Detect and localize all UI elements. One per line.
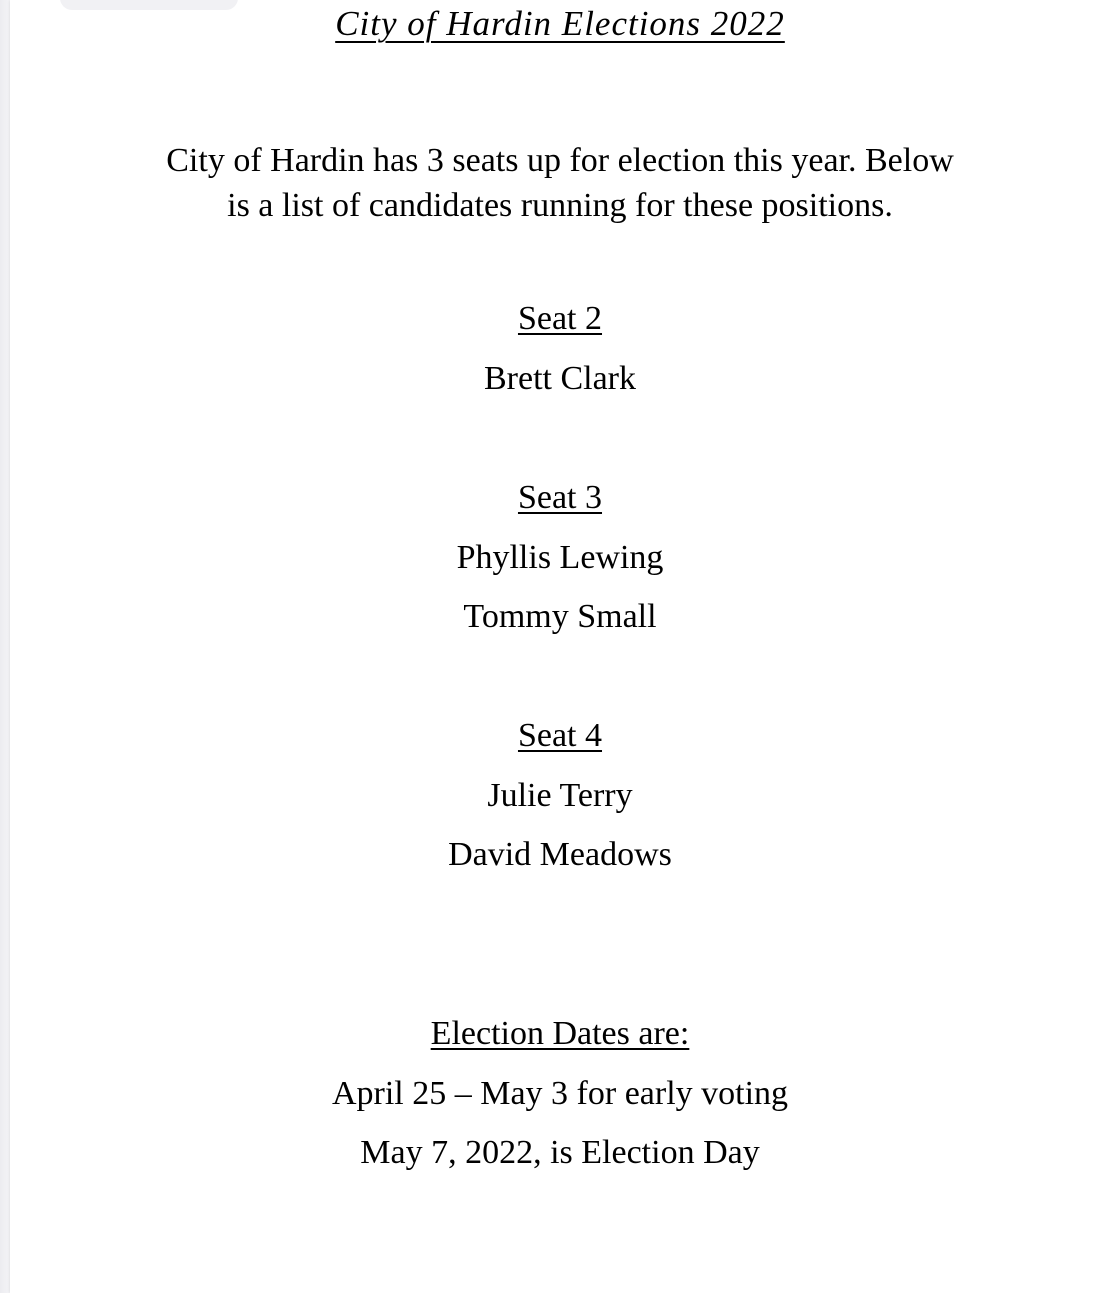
seat-2-candidate-1: Brett Clark — [483, 360, 637, 397]
seat-3-candidate-1: Phyllis Lewing — [456, 539, 664, 576]
seat-2-heading: Seat 2 — [517, 300, 603, 337]
early-voting-dates: April 25 – May 3 for early voting — [331, 1075, 789, 1112]
election-day-date: May 7, 2022, is Election Day — [360, 1134, 760, 1171]
intro-line-1: City of Hardin has 3 seats up for election this year. Below — [166, 142, 954, 179]
seat-4-candidate-2: David Meadows — [448, 836, 672, 873]
document-title: City of Hardin Elections 2022 — [335, 4, 785, 43]
intro-paragraph — [0, 138, 1120, 228]
seat-4-candidate-1: Julie Terry — [487, 777, 633, 814]
seat-3-candidate-2: Tommy Small — [463, 598, 657, 635]
election-dates-heading: Election Dates are: — [430, 1015, 690, 1052]
intro-line-2: is a list of candidates running for these positions. — [227, 187, 893, 224]
seat-4-heading: Seat 4 — [517, 717, 603, 754]
seat-3-heading: Seat 3 — [517, 479, 603, 516]
